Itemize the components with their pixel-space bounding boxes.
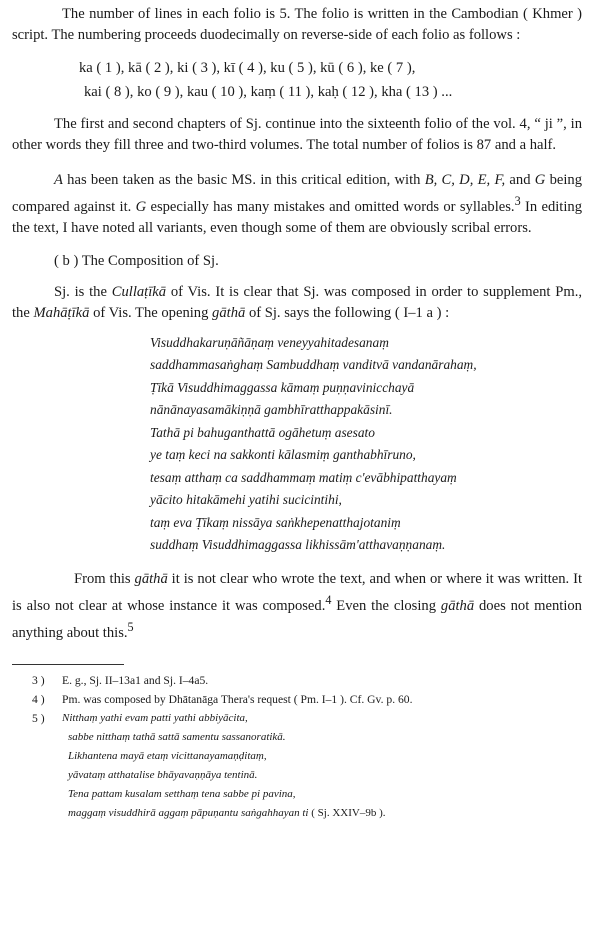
footnote-number: 4 ) [32,692,45,706]
footnote-ref-5[interactable]: 5 [127,619,134,634]
numbering-line-2: kai ( 8 ), ko ( 9 ), kau ( 10 ), kaṃ ( 11 ), kaḥ ( 12 ), kha ( 13 ) ... [84,84,453,100]
verse-block [12,332,582,557]
paragraph-critical-edition [12,170,582,239]
paragraph-composition [12,282,582,324]
text-run: especially has many mistakes and omitted words or syllables. [146,198,515,215]
verse-line: taṃ eva Ṭīkaṃ nissāya saṅkhepenatthajotaniṃ [150,514,401,530]
text-run: From this [74,570,135,587]
verse-line: nānānayasamākiṇṇā gambhīratthappakāsinī. [150,402,393,418]
term-gatha: gāthā [440,597,475,614]
ms-sigla: B, C, D, E, F, [424,172,506,188]
folio-numbering-list [12,56,582,104]
footnote-verse-line: Likhantena mayā etaṃ vicittanayamaṇḍitaṃ, [68,749,267,762]
footnote-3 [12,671,582,690]
verse-line: ye taṃ keci na sakkonti kālasmiṃ ganthabhīruno, [150,447,416,463]
text-run: being compared against it. [12,172,582,215]
text-run: of Vis. The opening [89,304,213,321]
footnote-number: 3 ) [32,673,45,687]
footnote-5-verse [12,728,582,823]
footnote-divider [12,664,124,665]
text-run: Sj. is the [54,283,112,300]
text-run: has been taken as the basic MS. in this critical edition, with [62,172,425,188]
footnote-text: Pm. was composed by Dhātanāga Thera's request ( Pm. I–1 ). Cf. Gv. p. 60. [62,692,413,706]
verse-line: Visuddhakaruṇāñāṇaṃ veneyyahitadesanaṃ [150,334,389,350]
footnote-text: E. g., Sj. II–13a1 and Sj. I–4a5. [62,673,209,687]
verse-line: saddhammasaṅghaṃ Sambuddhaṃ vanditvā vandanārahaṃ, [150,357,477,373]
footnote-verse-first-line: Nitthaṃ yathi evam patti yathi abbiyācita, [62,711,248,724]
term-gatha: gāthā [212,304,246,321]
text-run: and [505,172,535,188]
text-run: does not mention anything about this. [12,597,582,641]
term-gatha: gāthā [134,570,168,587]
footnote-ref-4[interactable]: 4 [325,592,332,607]
verse-line: Ṭīkā Visuddhimaggassa kāmaṃ puṇṇavinicchayā [150,379,415,395]
verse-line: tesaṃ atthaṃ ca saddhammaṃ matiṃ c'evābhipatthayaṃ [150,469,457,485]
footnotes [12,671,582,823]
paragraph-chapters: The first and second chapters of Sj. continue into the sixteenth folio of the vol. 4, “ ji ”, in other words they fill three and two-third volumes. The total number of folios is 87 and a half. [12,116,582,153]
footnote-verse-line: maggaṃ visuddhirā aggaṃ pāpuṇantu saṅgahhayan ti [68,806,309,819]
footnote-citation: ( Sj. XXIV–9b ). [311,806,386,819]
footnote-verse-line: yāvataṃ atthatalise bhāyavaṇṇāya tentinā. [68,768,258,781]
text-run: of Vis. It is clear that Sj. was composed in order to supplement Pm., the [12,283,583,321]
footnote-ref-3[interactable]: 3 [514,194,521,208]
footnote-verse-line: sabbe nitthaṃ tathā sattā samentu sassanoratikā. [68,730,286,743]
paragraph-closing [12,569,582,644]
text-run: In editing the text, I have noted all variants, even though some of them are obviously scribal errors. [12,198,582,236]
verse-line: yācito hitakāmehi yatihi sucicintihi, [150,492,342,508]
numbering-line-1: ka ( 1 ), kā ( 2 ), ki ( 3 ), kī ( 4 ), ku ( 5 ), kū ( 6 ), ke ( 7 ), [79,60,416,76]
ms-g-siglum-2: G [135,198,147,215]
verse-line: suddhaṃ Visuddhimaggassa likhissām'atthavaṇṇanaṃ. [150,537,446,553]
verse-line: Tathā pi bahuganthattā ogāhetuṃ asesato [150,424,375,440]
ms-a-siglum: A [54,172,63,188]
text-run: of Sj. says the following ( I–1 a ) : [245,304,450,321]
footnote-number: 5 ) [32,711,45,725]
ms-g-siglum: G [534,172,546,188]
section-heading: ( b ) The Composition of Sj. [54,252,219,269]
footnote-verse-line-last [68,804,582,823]
term-cullatika: Cullaṭīkā [111,283,167,300]
text-run: it is not clear who wrote the text, and when or where it was written. It is also not clear at whose instance it was composed. [12,570,582,614]
text-run: Even the closing [331,597,441,614]
footnote-verse-line: Tena pattam kusalam setthaṃ tena sabbe pi pavina, [68,787,296,800]
term-mahatika: Mahāṭīkā [33,304,90,321]
paragraph-folio-lines: The number of lines in each folio is 5. The folio is written in the Cambodian ( Khmer ) script. The numbering proceeds duodecimally on reverse-side of each folio as follows : [12,6,582,43]
footnote-4 [12,690,582,709]
footnote-5 [12,709,582,728]
